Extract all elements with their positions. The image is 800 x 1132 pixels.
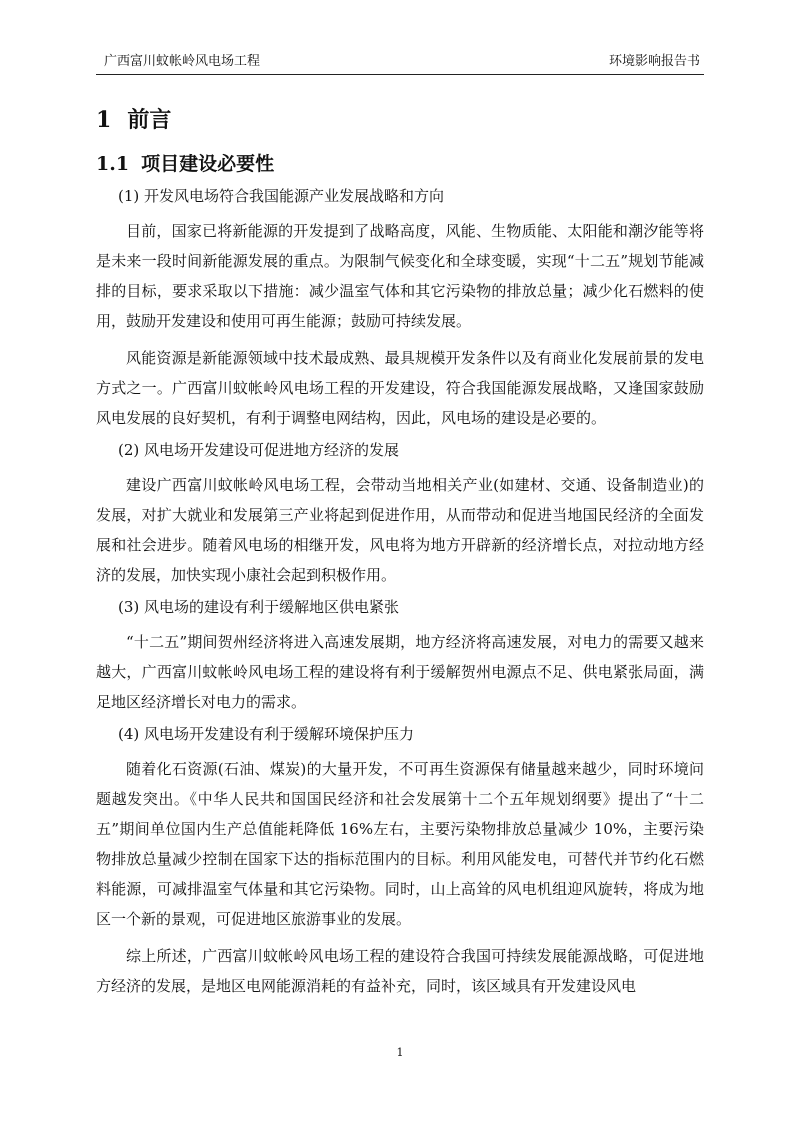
paragraph: “十二五”期间贺州经济将进入高速发展期，地方经济将高速发展，对电力的需要又越来越大，广西富川蚊帐岭风电场工程的建设将有利于缓解贺州电源点不足、供电紧张局面，满足地区经济增长对电力的需求。 bbox=[96, 633, 704, 711]
paragraph: 目前，国家已将新能源的开发提到了战略高度，风能、生物质能、太阳能和潮汐能等将是未来一段时间新能源发展的重点。为限制气候变化和全球变暖，实现“十二五”规划节能减排的目标，要求采取以下措施：减少温室气体和其它污染物的排放总量；减少化石燃料的使用，鼓励开发建设和使用可再生能源；鼓励可持续发展。 bbox=[96, 222, 704, 330]
paragraph: 风能资源是新能源领域中技术最成熟、最具规模开发条件以及有商业化发展前景的发电方式之一。广西富川蚊帐岭风电场工程的开发建设，符合我国能源发展战略，又逢国家鼓励风电发展的良好契机，有利于调整电网结构，因此，风电场的建设是必要的。 bbox=[96, 349, 704, 427]
point-3-heading: (3) 风电场的建设有利于缓解地区供电紧张 bbox=[118, 598, 400, 616]
paragraph: 随着化石资源(石油、煤炭)的大量开发，不可再生资源保有储量越来越少，同时环境问题越发突出。《中华人民共和国国民经济和社会发展第十二个五年规划纲要》提出了“十二五”期间单位国内生产总值能耗降低 16%左右，主要污染物排放总量减少 10%，主要污染物排放总量减少控制在国家下达的指标范围内的目标。利用风能发电，可替代并节约化石燃料能源，可减排温室气体量和其它污染物。同时，山上高耸的风电机组迎风旋转，将成为地区一个新的景观，可促进地区旅游事业的发展。 bbox=[96, 760, 704, 928]
chapter-title: 前言 bbox=[127, 107, 172, 133]
point-4-heading: (4) 风电场开发建设有利于缓解环境保护压力 bbox=[118, 725, 415, 743]
point-1-heading: (1) 开发风电场符合我国能源产业发展战略和方向 bbox=[118, 187, 445, 205]
section-number: 1.1 bbox=[96, 153, 130, 175]
document-body bbox=[96, 104, 704, 1008]
paragraph: 综上所述，广西富川蚊帐岭风电场工程的建设符合我国可持续发展能源战略，可促进地方经济的发展，是地区电网能源消耗的有益补充，同时，该区域具有开发建设风电 bbox=[96, 947, 704, 995]
section-title: 项目建设必要性 bbox=[141, 153, 275, 175]
chapter-heading bbox=[96, 104, 704, 136]
section-heading bbox=[96, 150, 704, 178]
chapter-number: 1 bbox=[96, 107, 112, 133]
page-header bbox=[96, 52, 704, 75]
page-number: 1 bbox=[396, 1046, 404, 1059]
point-2-heading: (2) 风电场开发建设可促进地方经济的发展 bbox=[118, 441, 400, 459]
header-document-type: 环境影响报告书 bbox=[608, 54, 700, 69]
paragraph: 建设广西富川蚊帐岭风电场工程，会带动当地相关产业(如建材、交通、设备制造业)的发展，对扩大就业和发展第三产业将起到促进作用，从而带动和促进当地国民经济的全面发展和社会进步。随着风电场的相继开发，风电将为地方开辟新的经济增长点，对拉动地方经济的发展，加快实现小康社会起到积极作用。 bbox=[96, 476, 704, 584]
header-project-title: 广西富川蚊帐岭风电场工程 bbox=[104, 54, 261, 69]
